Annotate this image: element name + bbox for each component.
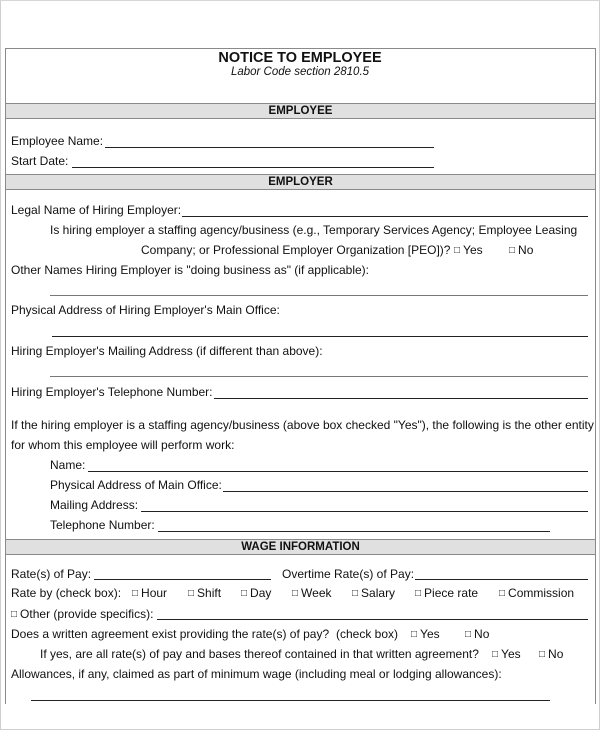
other-entity-line2: for whom this employee will perform work: [11,438,235,452]
rate-by-label: Rate by (check box): [11,586,122,600]
checkbox-icon: □ [465,629,472,640]
telephone-field[interactable] [214,398,588,399]
allowances-field[interactable] [31,700,550,701]
checkbox-icon: □ [492,649,499,660]
employee-name-label: Employee Name: [11,134,104,148]
physical-address-field[interactable] [52,336,588,337]
staffing-yes-checkbox[interactable]: □ Yes [454,243,483,257]
rate-other-checkbox[interactable]: □ Other (provide specifics): [11,607,154,621]
mailing-address-label: Hiring Employer's Mailing Address (if different than above): [11,344,323,358]
rate-piece-rate-checkbox[interactable]: □ Piece rate [415,586,479,600]
other-specifics-field[interactable] [157,619,588,620]
checkbox-icon: □ [352,588,359,599]
agreement-yes-checkbox[interactable]: □ Yes [411,627,440,641]
dba-field[interactable] [50,295,588,296]
checkbox-icon: □ [188,588,195,599]
rate-day-checkbox[interactable]: □ Day [241,586,272,600]
contained-yes-checkbox[interactable]: □ Yes [492,647,521,661]
staffing-question-line2: Company; or Professional Employer Organization [PEO])? [141,243,451,257]
form-subtitle: Labor Code section 2810.5 [230,66,370,78]
form-title: NOTICE TO EMPLOYEE [218,50,382,66]
checkbox-icon: □ [11,609,18,620]
contained-question: If yes, are all rate(s) of pay and bases thereof contained in that written agreement? [40,647,479,661]
rate-of-pay-field[interactable] [94,579,271,580]
agreement-question: Does a written agreement exist providing the rate(s) of pay? [11,627,330,641]
overtime-rate-field[interactable] [415,579,588,580]
contained-no-checkbox[interactable]: □ No [539,647,564,661]
checkbox-icon: □ [539,649,546,660]
entity-physical-address-label: Physical Address of Main Office: [50,478,222,492]
section-header-wage: WAGE INFORMATION [6,539,595,555]
checkbox-icon: □ [411,629,418,640]
checkbox-icon: □ [509,245,516,256]
entity-name-field[interactable] [88,471,588,472]
check-box-hint: (check box) [336,627,399,641]
legal-name-label: Legal Name of Hiring Employer: [11,203,182,217]
rate-hour-checkbox[interactable]: □ Hour [132,586,168,600]
staffing-question-line1: Is hiring employer a staffing agency/business (e.g., Temporary Services Agency; Employee Leasing [50,223,578,237]
checkbox-icon: □ [454,245,461,256]
start-date-field[interactable] [72,167,434,168]
allowances-label: Allowances, if any, claimed as part of minimum wage (including meal or lodging allowances): [11,667,502,681]
start-date-label: Start Date: [11,154,69,168]
rate-shift-checkbox[interactable]: □ Shift [188,586,222,600]
entity-telephone-field[interactable] [158,531,550,532]
checkbox-icon: □ [499,588,506,599]
checkbox-icon: □ [292,588,299,599]
rate-week-checkbox[interactable]: □ Week [292,586,332,600]
entity-telephone-label: Telephone Number: [50,518,155,532]
section-header-employee: EMPLOYEE [6,103,595,119]
section-header-employer: EMPLOYER [6,174,595,190]
checkbox-icon: □ [415,588,422,599]
staffing-no-checkbox[interactable]: □ No [509,243,534,257]
checkbox-icon: □ [241,588,248,599]
rate-salary-checkbox[interactable]: □ Salary [352,586,396,600]
rate-commission-checkbox[interactable]: □ Commission [499,586,575,600]
rate-of-pay-label: Rate(s) of Pay: [11,567,92,581]
legal-name-field[interactable] [182,216,588,217]
entity-mailing-address-label: Mailing Address: [50,498,139,512]
agreement-no-checkbox[interactable]: □ No [465,627,490,641]
physical-address-label: Physical Address of Hiring Employer's Main Office: [11,303,280,317]
entity-mailing-address-field[interactable] [141,511,588,512]
other-entity-line1: If the hiring employer is a staffing agency/business (above box checked "Yes"), the following is the other entity [11,418,594,432]
entity-name-label: Name: [50,458,86,472]
dba-label: Other Names Hiring Employer is "doing business as" (if applicable): [11,263,370,277]
employee-name-field[interactable] [105,147,434,148]
mailing-address-field[interactable] [50,376,588,377]
telephone-label: Hiring Employer's Telephone Number: [11,385,213,399]
overtime-rate-label: Overtime Rate(s) of Pay: [282,567,415,581]
checkbox-icon: □ [132,588,139,599]
entity-physical-address-field[interactable] [223,491,588,492]
